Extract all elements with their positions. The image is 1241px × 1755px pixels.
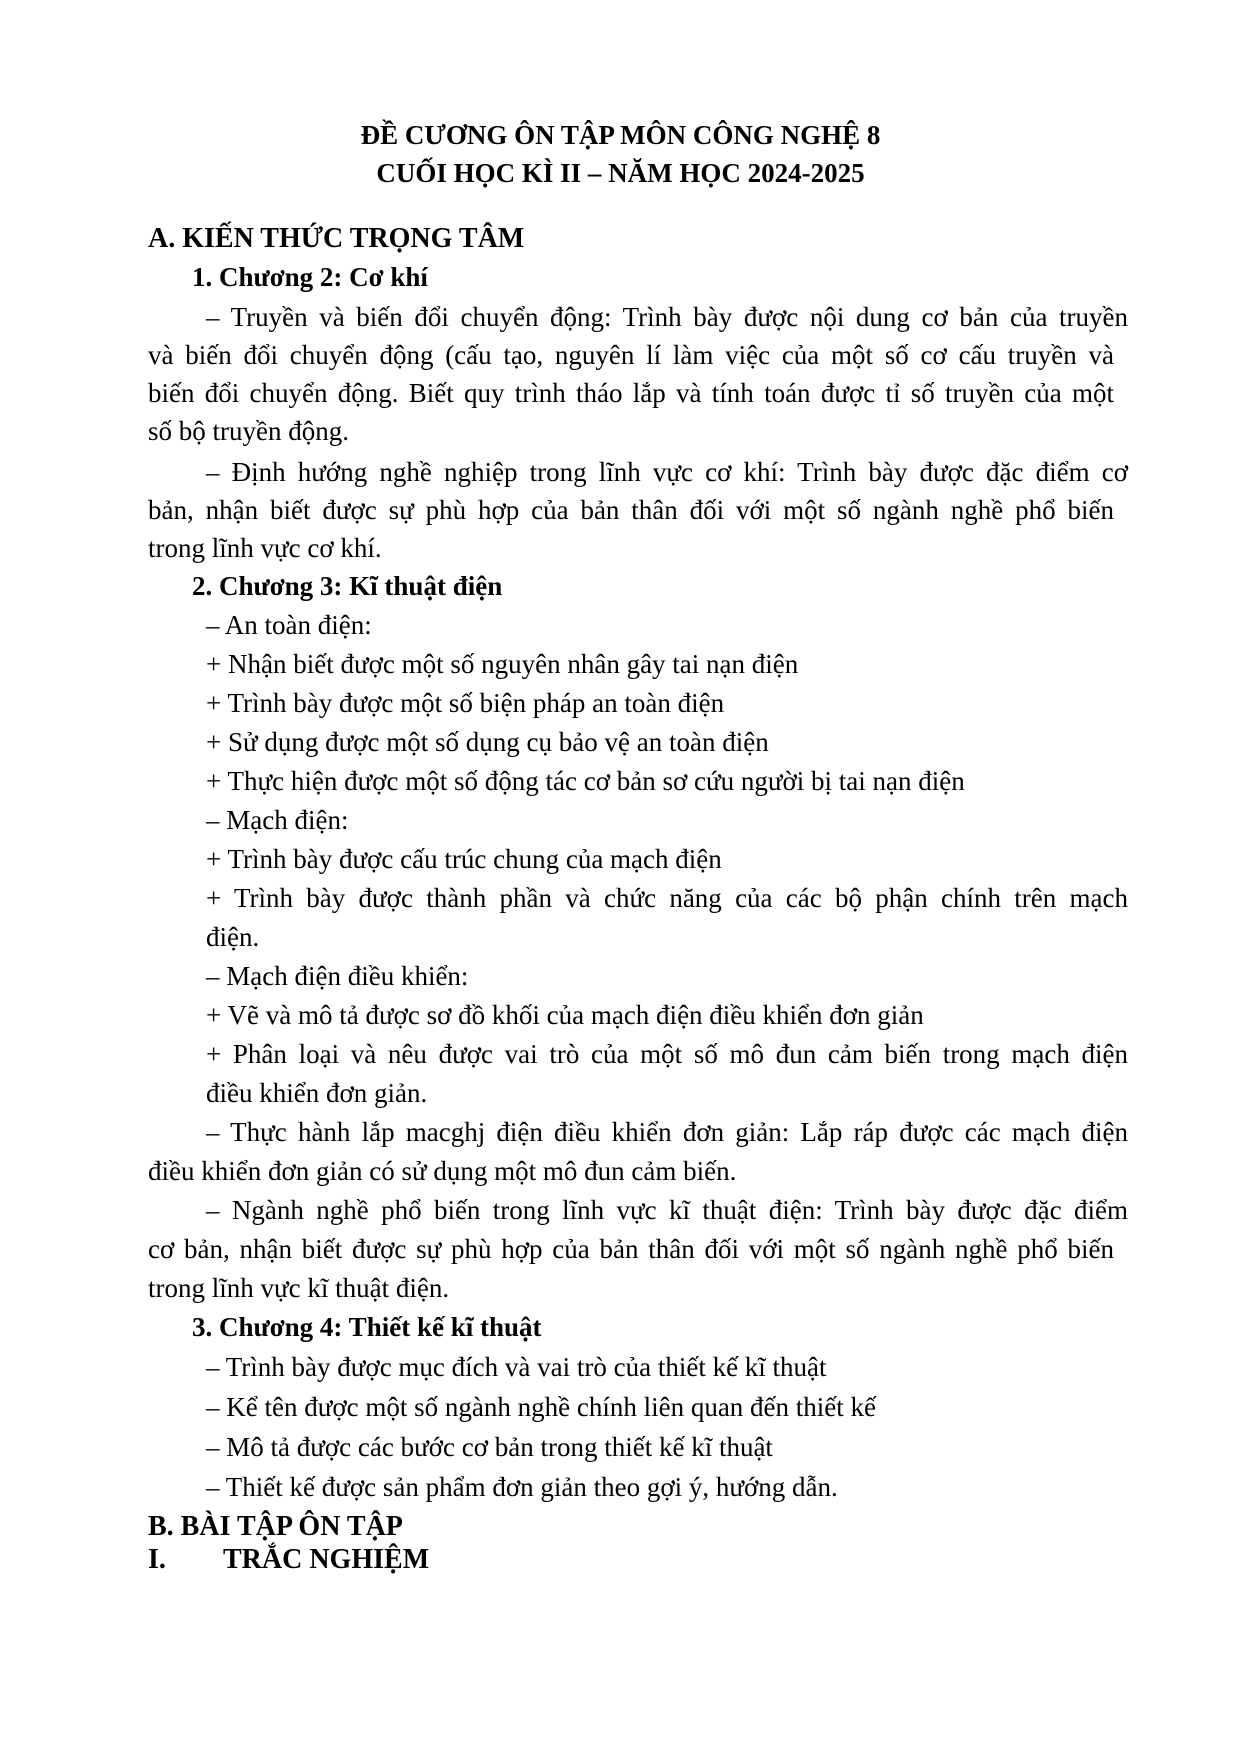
- ch2-paragraph-2-line: – Định hướng nghề nghiệp trong lĩnh vực cơ khí: Trình bày được đặc điểm cơ: [206, 457, 1128, 487]
- section-b-heading: B. BÀI TẬP ÔN TẬP: [148, 1511, 403, 1542]
- ch4-item: – Trình bày được mục đích và vai trò của thiết kế kĩ thuật: [206, 1352, 827, 1382]
- ch2-paragraph-2-line: bản, nhận biết được sự phù hợp của bản thân đối với một số ngành nghề phổ biến: [148, 495, 1114, 525]
- safety-item: + Trình bày được một số biện pháp an toàn điện: [206, 688, 725, 718]
- safety-heading: – An toàn điện:: [206, 610, 372, 640]
- circuit-item: + Trình bày được cấu trúc chung của mạch điện: [206, 844, 722, 874]
- safety-item: + Nhận biết được một số nguyên nhân gây tai nạn điện: [206, 649, 799, 679]
- control-circuit-item: + Vẽ và mô tả được sơ đồ khối của mạch điện điều khiển đơn giản: [206, 1000, 924, 1030]
- title-line-2: CUỐI HỌC KÌ II – NĂM HỌC 2024-2025: [376, 158, 865, 188]
- ch4-item: – Kể tên được một số ngành nghề chính liên quan đến thiết kế: [206, 1392, 877, 1422]
- safety-item: + Thực hiện được một số động tác cơ bản sơ cứu người bị tai nạn điện: [206, 766, 965, 796]
- circuit-heading: – Mạch điện:: [206, 805, 349, 835]
- section-a-heading: A. KIẾN THỨC TRỌNG TÂM: [148, 223, 525, 254]
- ch4-item: – Thiết kế được sản phẩm đơn giản theo gợi ý, hướng dẫn.: [206, 1472, 838, 1502]
- circuit-item-continuation: điện.: [206, 922, 260, 952]
- careers-paragraph-line: – Ngành nghề phổ biến trong lĩnh vực kĩ thuật điện: Trình bày được đặc điểm: [206, 1195, 1128, 1225]
- chapter-2-heading: 1. Chương 2: Cơ khí: [192, 262, 428, 292]
- title-line-1: ĐỀ CƯƠNG ÔN TẬP MÔN CÔNG NGHỆ 8: [360, 120, 881, 150]
- ch2-paragraph-1-line: và biến đổi chuyển động (cấu tạo, nguyên lí làm việc của một số cơ cấu truyền và: [148, 340, 1114, 370]
- ch2-paragraph-1-line: – Truyền và biến đổi chuyển động: Trình bày được nội dung cơ bản của truyền: [206, 302, 1128, 332]
- ch2-paragraph-1-line: số bộ truyền động.: [148, 416, 349, 446]
- careers-paragraph-line: cơ bản, nhận biết được sự phù hợp của bản thân đối với một số ngành nghề phổ biến: [148, 1234, 1114, 1264]
- control-circuit-heading: – Mạch điện điều khiển:: [206, 961, 469, 991]
- practice-paragraph-line: – Thực hành lắp macghj điện điều khiển đơn giản: Lắp ráp được các mạch điện: [206, 1117, 1128, 1147]
- safety-item: + Sử dụng được một số dụng cụ bảo vệ an toàn điện: [206, 727, 769, 757]
- subsection-heading: TRẮC NGHIỆM: [223, 1544, 430, 1575]
- circuit-item: + Trình bày được thành phần và chức năng của các bộ phận chính trên mạch: [206, 883, 1128, 913]
- ch2-paragraph-2-line: trong lĩnh vực cơ khí.: [148, 533, 382, 563]
- control-circuit-item-continuation: điều khiển đơn giản.: [206, 1078, 428, 1108]
- ch2-paragraph-1-line: biến đổi chuyển động. Biết quy trình tháo lắp và tính toán được tỉ số truyền của một: [148, 378, 1114, 408]
- chapter-3-heading: 2. Chương 3: Kĩ thuật điện: [192, 571, 503, 601]
- control-circuit-item: + Phân loại và nêu được vai trò của một số mô đun cảm biến trong mạch điện: [206, 1039, 1128, 1069]
- subsection-number: I.: [148, 1544, 166, 1575]
- chapter-4-heading: 3. Chương 4: Thiết kế kĩ thuật: [192, 1312, 542, 1342]
- ch4-item: – Mô tả được các bước cơ bản trong thiết kế kĩ thuật: [206, 1432, 773, 1462]
- practice-paragraph-line: điều khiển đơn giản có sử dụng một mô đun cảm biến.: [148, 1156, 737, 1186]
- careers-paragraph-line: trong lĩnh vực kĩ thuật điện.: [148, 1273, 450, 1303]
